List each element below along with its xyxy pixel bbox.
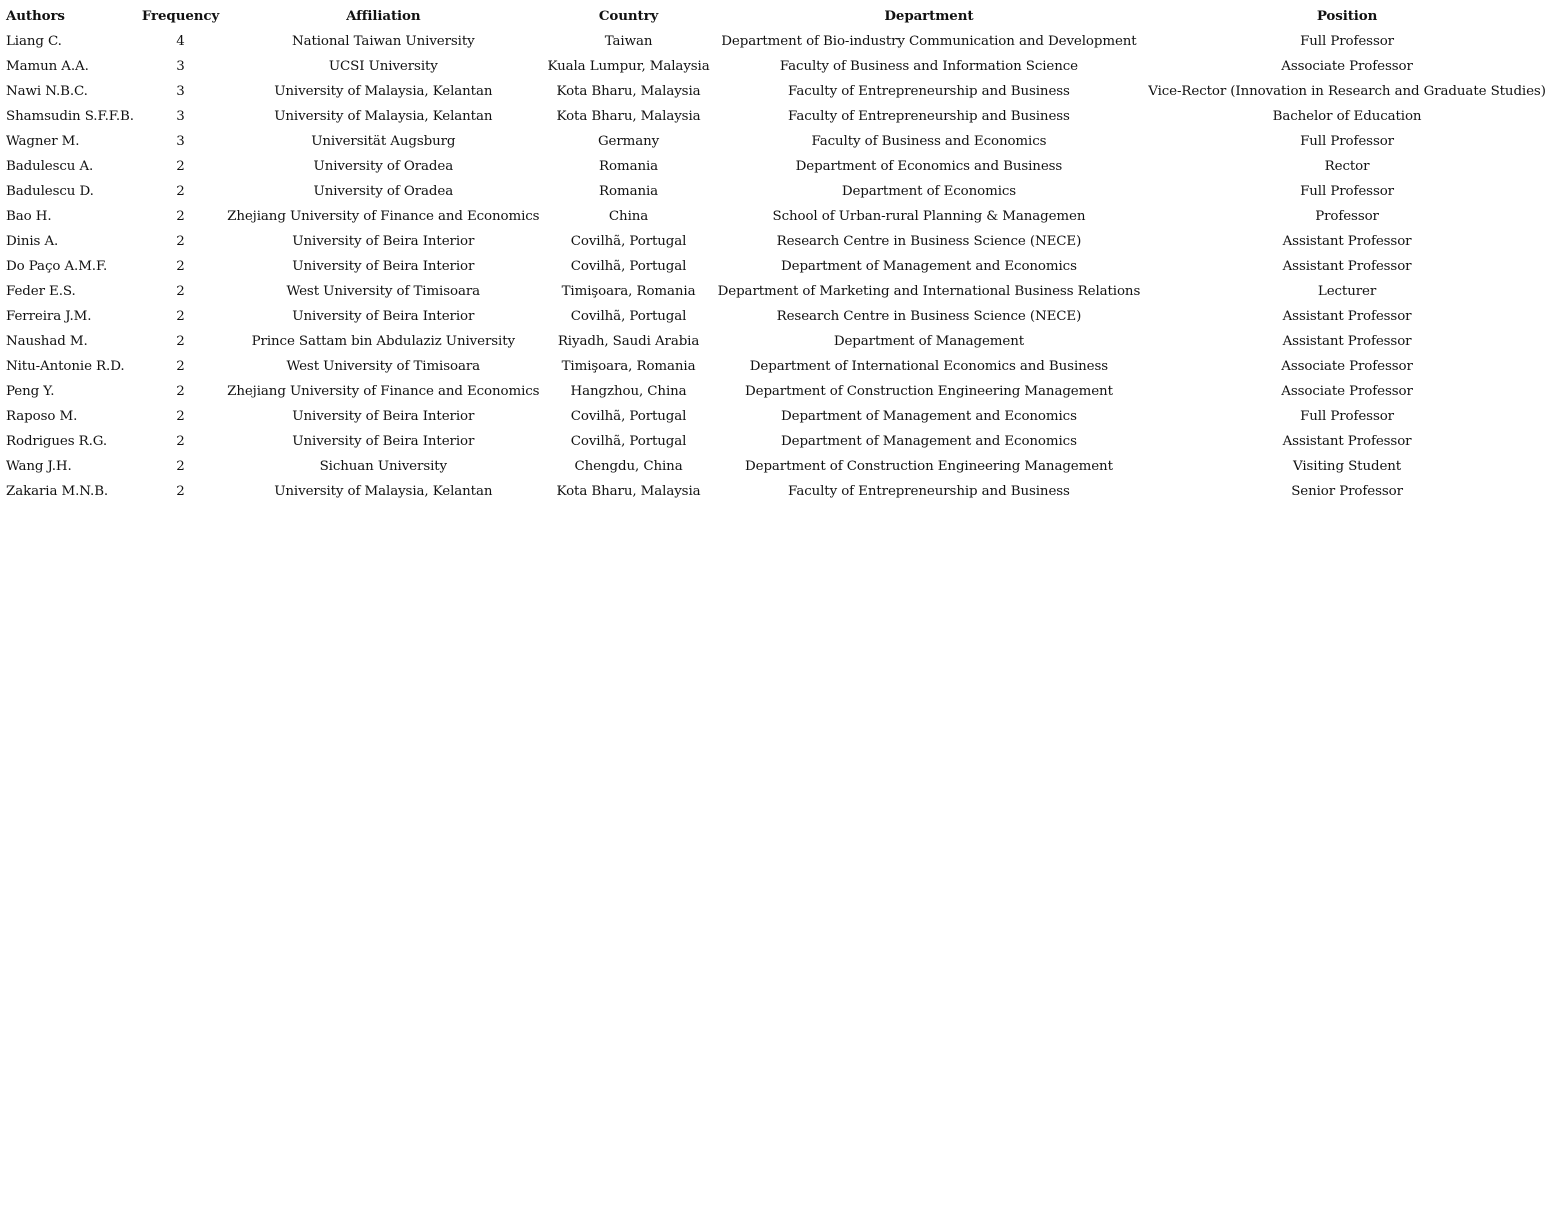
cell-position: Vice-Rector (Innovation in Research and Graduate Studies) xyxy=(1148,84,1546,99)
table-row xyxy=(2,204,1549,229)
cell-country: China xyxy=(608,209,649,224)
table-row xyxy=(2,429,1549,454)
cell-department: Department of Marketing and International Business Relations xyxy=(717,284,1141,299)
cell-author: Wagner M. xyxy=(6,134,80,149)
cell-country: Covilhã, Portugal xyxy=(570,234,687,249)
cell-frequency: 4 xyxy=(176,34,185,49)
cell-author: Rodrigues R.G. xyxy=(6,434,108,449)
cell-affiliation: University of Oradea xyxy=(313,184,454,199)
cell-frequency: 2 xyxy=(176,334,185,349)
cell-department: Faculty of Entrepreneurship and Business xyxy=(788,484,1070,499)
cell-affiliation: Zhejiang University of Finance and Economics xyxy=(227,384,540,399)
cell-frequency: 3 xyxy=(176,59,185,74)
cell-country: Chengdu, China xyxy=(574,459,683,474)
cell-author: Wang J.H. xyxy=(6,459,72,474)
table-row xyxy=(2,229,1549,254)
cell-country: Covilhã, Portugal xyxy=(570,259,687,274)
cell-country: Covilhã, Portugal xyxy=(570,409,687,424)
cell-position: Assistant Professor xyxy=(1282,434,1412,449)
cell-frequency: 2 xyxy=(176,184,185,199)
cell-country: Covilhã, Portugal xyxy=(570,434,687,449)
table-row xyxy=(2,29,1549,54)
cell-position: Professor xyxy=(1315,209,1379,224)
cell-frequency: 2 xyxy=(176,409,185,424)
cell-department: Research Centre in Business Science (NECE) xyxy=(776,309,1082,324)
cell-affiliation: University of Beira Interior xyxy=(292,434,475,449)
header-authors: Authors xyxy=(6,8,65,24)
cell-affiliation: West University of Timisoara xyxy=(286,284,481,299)
cell-country: Kuala Lumpur, Malaysia xyxy=(547,59,710,74)
cell-affiliation: Universität Augsburg xyxy=(311,134,456,149)
table-row xyxy=(2,104,1549,129)
cell-department: Research Centre in Business Science (NECE) xyxy=(776,234,1082,249)
cell-author: Shamsudin S.F.F.B. xyxy=(6,109,134,124)
cell-frequency: 2 xyxy=(176,459,185,474)
cell-frequency: 3 xyxy=(176,84,185,99)
cell-author: Zakaria M.N.B. xyxy=(6,484,109,499)
cell-author: Dinis A. xyxy=(6,234,59,249)
header-row xyxy=(2,4,1549,29)
header-frequency: Frequency xyxy=(141,8,220,24)
cell-department: Department of Construction Engineering Management xyxy=(744,459,1113,474)
cell-affiliation: Prince Sattam bin Abdulaziz University xyxy=(251,334,515,349)
table-row xyxy=(2,404,1549,429)
table-row xyxy=(2,79,1549,104)
cell-author: Raposo M. xyxy=(6,409,78,424)
cell-department: Department of Economics and Business xyxy=(795,159,1063,174)
cell-position: Bachelor of Education xyxy=(1272,109,1422,124)
cell-author: Liang C. xyxy=(6,34,62,49)
cell-country: Kota Bharu, Malaysia xyxy=(556,109,701,124)
cell-affiliation: UCSI University xyxy=(328,59,438,74)
cell-position: Associate Professor xyxy=(1281,59,1413,74)
cell-frequency: 2 xyxy=(176,309,185,324)
cell-frequency: 2 xyxy=(176,234,185,249)
cell-country: Timişoara, Romania xyxy=(561,359,696,374)
cell-department: Department of Management xyxy=(833,334,1025,349)
cell-author: Peng Y. xyxy=(6,384,55,399)
cell-affiliation: West University of Timisoara xyxy=(286,359,481,374)
cell-position: Full Professor xyxy=(1300,184,1394,199)
cell-affiliation: University of Beira Interior xyxy=(292,259,475,274)
table-row xyxy=(2,454,1549,479)
table-row xyxy=(2,379,1549,404)
header-department: Department xyxy=(884,8,974,24)
cell-affiliation: University of Malaysia, Kelantan xyxy=(274,484,493,499)
cell-affiliation: University of Malaysia, Kelantan xyxy=(274,109,493,124)
cell-affiliation: Sichuan University xyxy=(319,459,448,474)
table-body xyxy=(2,29,1549,504)
cell-country: Taiwan xyxy=(604,34,653,49)
cell-position: Senior Professor xyxy=(1291,484,1403,499)
cell-position: Full Professor xyxy=(1300,134,1394,149)
cell-author: Nawi N.B.C. xyxy=(6,84,88,99)
cell-author: Badulescu A. xyxy=(6,159,94,174)
table-row xyxy=(2,279,1549,304)
table-row xyxy=(2,304,1549,329)
authors-table xyxy=(2,4,1549,504)
cell-frequency: 2 xyxy=(176,484,185,499)
cell-position: Full Professor xyxy=(1300,34,1394,49)
cell-author: Bao H. xyxy=(6,209,52,224)
cell-position: Rector xyxy=(1324,159,1370,174)
cell-department: Department of Economics xyxy=(841,184,1017,199)
cell-affiliation: University of Malaysia, Kelantan xyxy=(274,84,493,99)
cell-frequency: 2 xyxy=(176,359,185,374)
cell-affiliation: University of Beira Interior xyxy=(292,409,475,424)
cell-frequency: 2 xyxy=(176,259,185,274)
table-row xyxy=(2,479,1549,504)
cell-position: Assistant Professor xyxy=(1282,234,1412,249)
cell-department: Department of International Economics and Business xyxy=(749,359,1109,374)
cell-country: Kota Bharu, Malaysia xyxy=(556,484,701,499)
table-row xyxy=(2,54,1549,79)
cell-affiliation: University of Beira Interior xyxy=(292,234,475,249)
cell-author: Do Paço A.M.F. xyxy=(6,259,108,274)
table-row xyxy=(2,154,1549,179)
cell-country: Covilhã, Portugal xyxy=(570,309,687,324)
table-row xyxy=(2,179,1549,204)
cell-department: School of Urban-rural Planning & Managemen xyxy=(772,209,1086,224)
cell-frequency: 3 xyxy=(176,109,185,124)
cell-country: Timişoara, Romania xyxy=(561,284,696,299)
header-position: Position xyxy=(1316,8,1378,24)
cell-department: Faculty of Business and Economics xyxy=(811,134,1047,149)
cell-frequency: 2 xyxy=(176,209,185,224)
cell-department: Faculty of Entrepreneurship and Business xyxy=(788,109,1070,124)
cell-position: Assistant Professor xyxy=(1282,309,1412,324)
table-row xyxy=(2,129,1549,154)
cell-frequency: 2 xyxy=(176,284,185,299)
cell-position: Assistant Professor xyxy=(1282,334,1412,349)
cell-department: Faculty of Entrepreneurship and Business xyxy=(788,84,1070,99)
cell-position: Lecturer xyxy=(1317,284,1377,299)
cell-frequency: 3 xyxy=(176,134,185,149)
cell-author: Naushad M. xyxy=(6,334,88,349)
cell-affiliation: Zhejiang University of Finance and Economics xyxy=(227,209,540,224)
cell-affiliation: National Taiwan University xyxy=(291,34,475,49)
cell-country: Kota Bharu, Malaysia xyxy=(556,84,701,99)
cell-position: Visiting Student xyxy=(1293,459,1402,474)
cell-author: Nitu-Antonie R.D. xyxy=(6,359,125,374)
cell-department: Department of Management and Economics xyxy=(781,434,1077,449)
cell-author: Ferreira J.M. xyxy=(6,309,92,324)
cell-country: Riyadh, Saudi Arabia xyxy=(557,334,700,349)
cell-position: Associate Professor xyxy=(1281,359,1413,374)
cell-author: Mamun A.A. xyxy=(6,59,89,74)
cell-frequency: 2 xyxy=(176,384,185,399)
cell-country: Romania xyxy=(599,159,659,174)
cell-position: Associate Professor xyxy=(1281,384,1413,399)
header-country: Country xyxy=(598,8,659,24)
cell-country: Hangzhou, China xyxy=(570,384,687,399)
table-row xyxy=(2,254,1549,279)
cell-author: Feder E.S. xyxy=(6,284,76,299)
cell-department: Department of Management and Economics xyxy=(781,259,1077,274)
cell-frequency: 2 xyxy=(176,159,185,174)
table-row xyxy=(2,329,1549,354)
cell-author: Badulescu D. xyxy=(6,184,94,199)
cell-department: Department of Bio-industry Communication and Development xyxy=(721,34,1137,49)
cell-position: Full Professor xyxy=(1300,409,1394,424)
table-row xyxy=(2,354,1549,379)
cell-country: Germany xyxy=(597,134,660,149)
header-affiliation: Affiliation xyxy=(346,8,421,24)
cell-frequency: 2 xyxy=(176,434,185,449)
cell-affiliation: University of Oradea xyxy=(313,159,454,174)
cell-department: Department of Construction Engineering Management xyxy=(744,384,1113,399)
cell-country: Romania xyxy=(599,184,659,199)
cell-affiliation: University of Beira Interior xyxy=(292,309,475,324)
cell-department: Department of Management and Economics xyxy=(781,409,1077,424)
cell-department: Faculty of Business and Information Science xyxy=(779,59,1078,74)
cell-position: Assistant Professor xyxy=(1282,259,1412,274)
